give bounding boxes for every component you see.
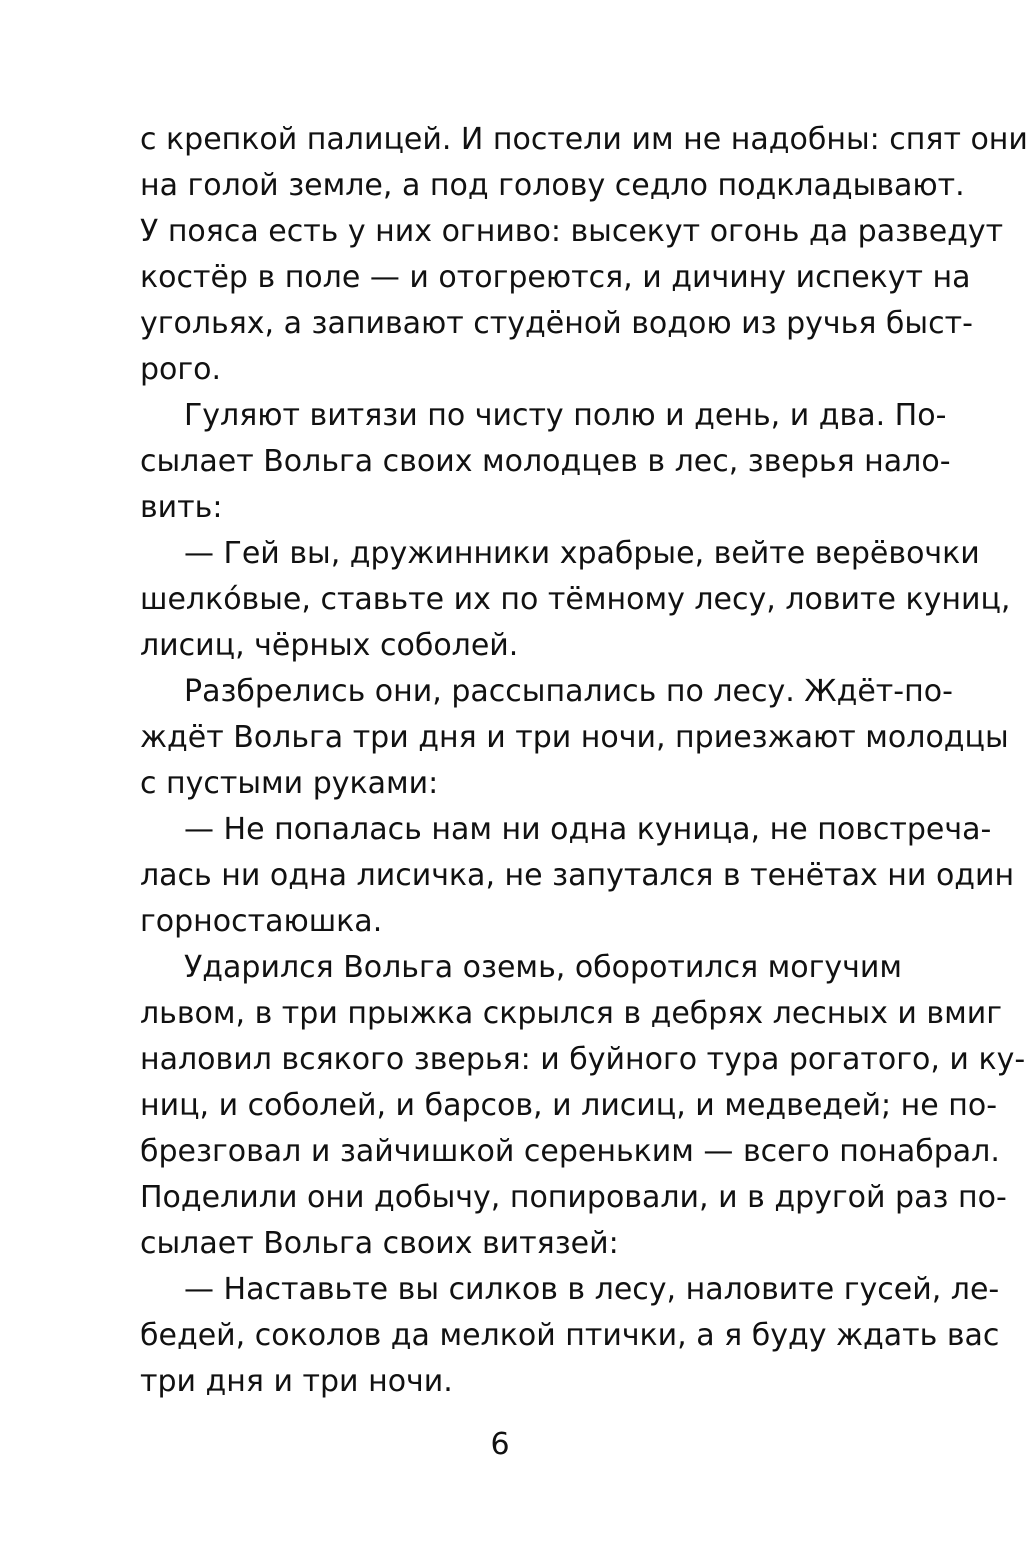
text-line: Поделили они добычу, попировали, и в другой раз по- — [140, 1180, 1007, 1215]
text-line: шелкóвые, ставьте их по тёмному лесу, ловите куниц, — [140, 582, 1011, 617]
text-line: ждёт Вольга три дня и три ночи, приезжают молодцы — [140, 720, 1009, 755]
paragraph-first-line: Разбрелись они, рассыпались по лесу. Ждёт-по- — [184, 674, 953, 709]
text-line: с пустыми руками: — [140, 766, 439, 801]
text-line: брезговал и зайчишкой сереньким — всего понабрал. — [140, 1134, 1000, 1169]
text-line: горностаюшка. — [140, 904, 383, 939]
text-line: бедей, соколов да мелкой птички, а я буду ждать вас — [140, 1318, 1000, 1353]
text-line: на голой земле, а под голову седло подкладывают. — [140, 168, 965, 203]
text-line: угольях, а запивают студёной водою из ручья быст- — [140, 306, 973, 341]
dialogue-line: — Гей вы, дружинники храбрые, вейте верёвочки — [184, 536, 980, 571]
dialogue-line: — Не попалась нам ни одна куница, не повстреча- — [184, 812, 992, 847]
paragraph-first-line: Ударился Вольга оземь, оборотился могучим — [184, 950, 903, 985]
text-line: львом, в три прыжка скрылся в дебрях лесных и вмиг — [140, 996, 1002, 1031]
text-line: наловил всякого зверья: и буйного тура рогатого, и ку- — [140, 1042, 1026, 1077]
text-line: ниц, и соболей, и барсов, и лисиц, и медведей; не по- — [140, 1088, 998, 1123]
text-line: лисиц, чёрных соболей. — [140, 628, 519, 663]
text-line: с крепкой палицей. И постели им не надобны: спят они — [140, 122, 1028, 157]
text-line: лась ни одна лисичка, не запутался в тенётах ни один — [140, 858, 1015, 893]
page-number: 6 — [490, 1427, 510, 1462]
text-line: сылает Вольга своих витязей: — [140, 1226, 619, 1261]
dialogue-line: — Наставьте вы силков в лесу, наловите гусей, ле- — [184, 1272, 1000, 1307]
text-line: вить: — [140, 490, 223, 525]
text-line: три дня и три ночи. — [140, 1364, 453, 1399]
text-line: У пояса есть у них огниво: высекут огонь да разведут — [140, 214, 1004, 249]
text-line: рого. — [140, 352, 222, 387]
text-line: сылает Вольга своих молодцев в лес, зверья нало- — [140, 444, 951, 479]
text-line: костёр в поле — и отогреются, и дичину испекут на — [140, 260, 971, 295]
paragraph-first-line: Гуляют витязи по чисту полю и день, и два. По- — [184, 398, 947, 433]
